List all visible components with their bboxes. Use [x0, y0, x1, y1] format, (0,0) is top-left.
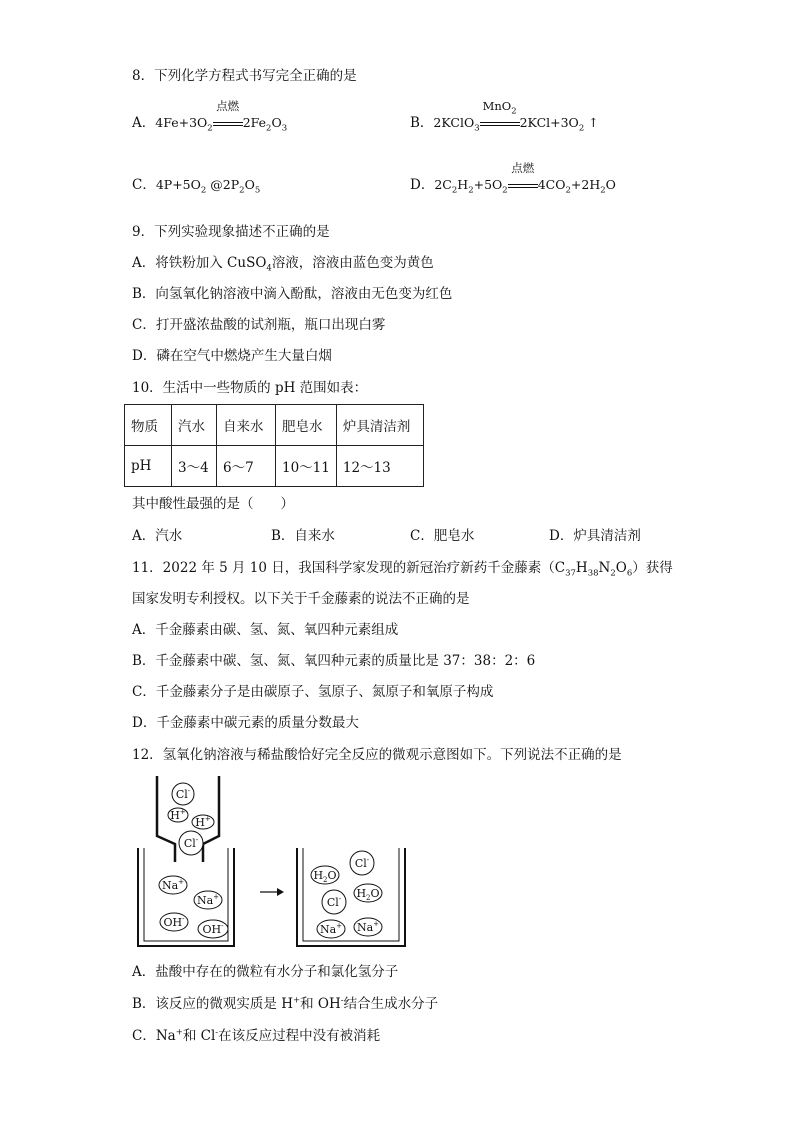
q12-option-c[interactable]: C．Na+和 Cl-在该反应过程中没有被消耗 [132, 1027, 381, 1044]
ph-table-header-row [125, 405, 424, 446]
q11-stem-line1: 11．2022 年 5 月 10 日，我国科学家发现的新冠治疗新药千金藤素$(C_{37}H_{38}N_2O_6)$获得 [132, 560, 673, 579]
q11-option-a[interactable]: A．千金藤素由碳、氢、氮、氧四种元素组成 [132, 622, 399, 638]
q9-option-b[interactable]: B．向氢氧化钠溶液中滴入酚酞，溶液由无色变为红色 [132, 286, 453, 302]
svg-text:OH-: OH- [202, 922, 224, 936]
q9-stem: 9．下列实验现象描述不正确的是 [132, 224, 330, 240]
svg-text:Na+: Na+ [161, 878, 185, 892]
svg-text:H2O: $H_2O$ [356, 887, 380, 902]
svg-text:Cl-: Cl- [183, 836, 199, 850]
q8-stem: 8．下列化学方程式书写完全正确的是 [132, 68, 357, 84]
q8-option-d[interactable] [410, 161, 616, 196]
ph-table [124, 404, 424, 487]
q8-c-equation: $4P+5O_2$ $@2P_2O_5$ [155, 177, 261, 196]
q8-b-equation: 2KClO$_3$ MnO$_2$ $2KCl+3O_2$ ↑ [433, 99, 599, 134]
svg-text:Na+: Na+ [356, 920, 380, 934]
svg-text:Na+: Na+ [319, 922, 343, 936]
q8-d-equation: $2C_2H_2+5O_2$ 点燃 $4CO_2+2H_2O$ [434, 161, 616, 196]
table-cell: 肥皂水 [276, 405, 337, 446]
svg-text:Cl-: Cl- [354, 856, 370, 870]
table-cell: pH [125, 446, 172, 487]
svg-text:Cl-: Cl- [326, 895, 342, 909]
q10-stem: 10．生活中一些物质的 pH 范围如表： [132, 380, 368, 396]
q8-b-condition: MnO$_2$ [482, 99, 517, 117]
reaction-diagram [130, 772, 430, 952]
svg-text:Cl-: Cl- [175, 787, 191, 801]
q8-option-a[interactable] [132, 99, 288, 134]
q12-stem: 12．氢氧化钠溶液与稀盐酸恰好完全反应的微观示意图如下。下列说法不正确的是 [132, 747, 622, 763]
table-cell: 12～13 [336, 446, 423, 487]
q8-b-label: B． [410, 115, 434, 131]
svg-text:H2O: $H_2O$ [313, 869, 337, 884]
table-cell: 自来水 [217, 405, 276, 446]
table-cell: 3～4 [172, 446, 217, 487]
q8-c-label: C． [132, 177, 156, 193]
table-cell: 6～7 [217, 446, 276, 487]
q8-option-c[interactable] [132, 176, 260, 194]
reaction-arrow [260, 888, 284, 896]
table-cell: 炉具清洁剂 [336, 405, 423, 446]
q10-option-a[interactable]: A．汽水 [132, 528, 183, 544]
table-cell: 10～11 [276, 446, 337, 487]
q10-option-c[interactable]: C．肥皂水 [410, 528, 475, 544]
q11-option-b[interactable]: B．千金藤素中碳、氢、氮、氧四种元素的质量比是 37：38：2：6 [132, 653, 536, 669]
svg-text:Na+: Na+ [196, 893, 220, 907]
q8-option-b[interactable] [410, 99, 599, 134]
table-cell: 汽水 [172, 405, 217, 446]
q9-option-a[interactable]: A．将铁粉加入 CuSO$_4$溶液，溶液由蓝色变为黄色 [132, 255, 434, 274]
q8-d-label: D． [410, 177, 435, 193]
q11-option-d[interactable]: D．千金藤素中碳元素的质量分数最大 [132, 715, 359, 731]
q10-option-b[interactable]: B．自来水 [271, 528, 335, 544]
q8-a-condition: 点燃 [216, 99, 240, 113]
svg-text:H+: H+ [195, 815, 211, 829]
svg-text:OH-: OH- [163, 915, 185, 929]
q8-a-equation: $4Fe+3O_2$ 点燃 $2Fe_2O_3$ [155, 99, 288, 134]
q8-a-label: A． [132, 115, 156, 131]
q11-option-c[interactable]: C．千金藤素分子是由碳原子、氢原子、氮原子和氧原子构成 [132, 684, 494, 700]
ph-table-value-row [125, 446, 424, 487]
q10-option-d[interactable]: D．炉具清洁剂 [549, 528, 641, 544]
table-cell: 物质 [125, 405, 172, 446]
q12-option-b[interactable]: B．该反应的微观实质是 H+和 OH-结合生成水分子 [132, 995, 439, 1012]
q12-option-a[interactable]: A．盐酸中存在的微粒有水分子和氯化氢分子 [132, 964, 399, 980]
q9-option-c[interactable]: C．打开盛浓盐酸的试剂瓶，瓶口出现白雾 [132, 317, 386, 333]
q11-stem-line2: 国家发明专利授权。以下关于千金藤素的说法不正确的是 [132, 591, 470, 607]
q8-d-condition: 点燃 [511, 161, 535, 175]
q9-option-d[interactable]: D．磷在空气中燃烧产生大量白烟 [132, 348, 332, 364]
svg-text:H+: H+ [170, 808, 186, 822]
q10-question: 其中酸性最强的是（ ） [132, 496, 294, 512]
